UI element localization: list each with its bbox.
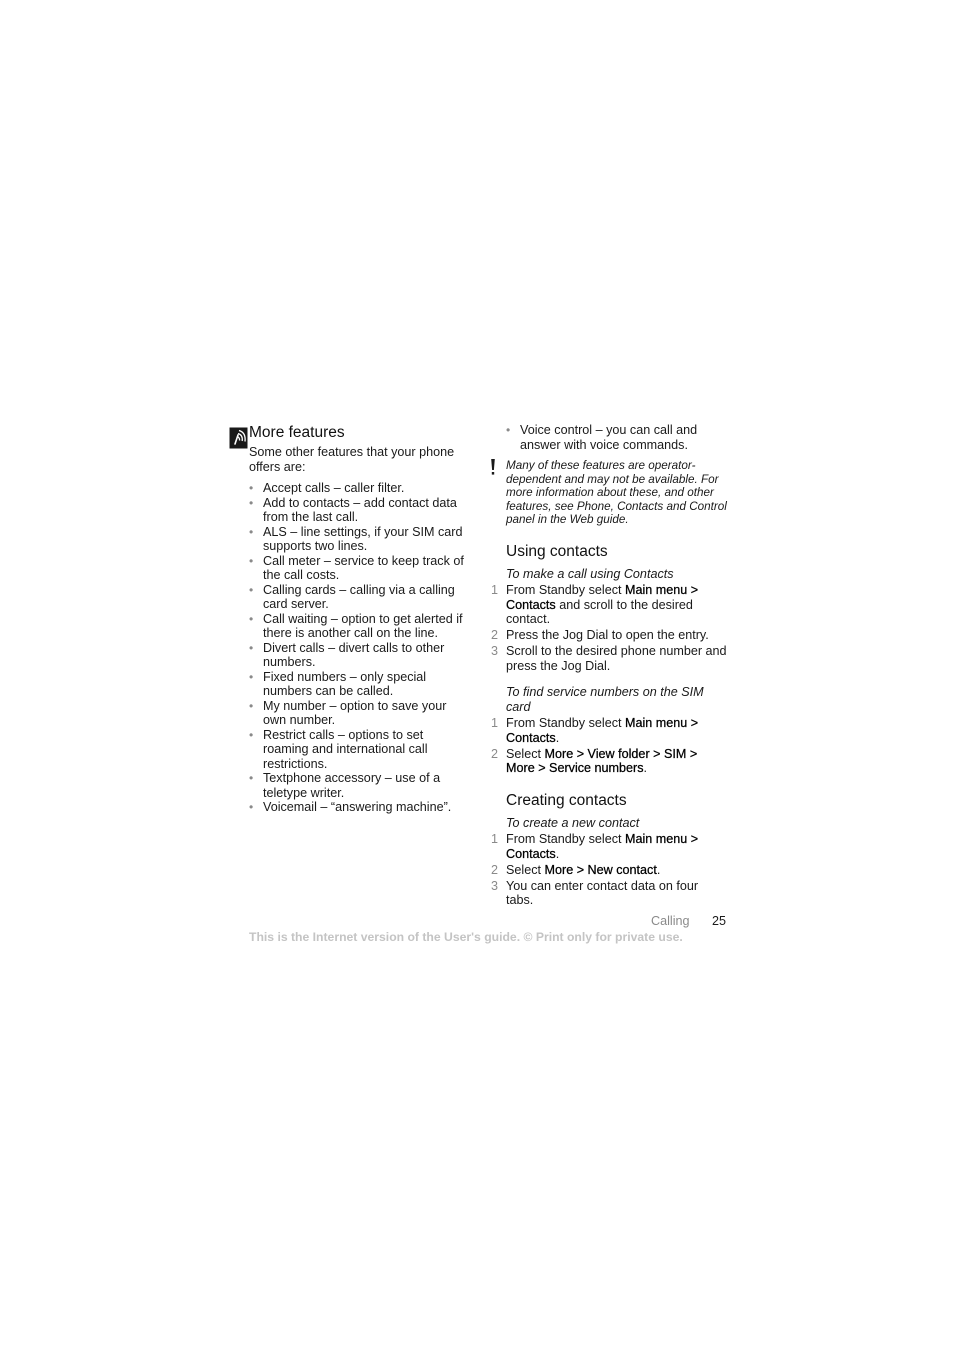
list-item: • Add to contacts – add contact data from the last call. — [249, 496, 471, 525]
list-item: • Divert calls – divert calls to other numbers. — [249, 641, 471, 670]
using-contacts-heading: Using contacts — [506, 542, 608, 560]
operator-note — [506, 459, 728, 527]
step-text: and scroll to the desired contact. — [506, 597, 693, 627]
step-number: 1 — [491, 832, 499, 847]
step-text: Press the Jog Dial to open the entry. — [506, 628, 709, 643]
list-item: • Fixed numbers – only special numbers can be called. — [249, 670, 471, 699]
list-item: • Textphone accessory – use of a teletype writer. — [249, 771, 471, 800]
footer-section-name: Calling — [651, 914, 690, 928]
step-text: . — [656, 862, 661, 877]
step-number: 3 — [491, 644, 499, 659]
step-list — [491, 832, 728, 908]
step-number: 1 — [491, 583, 499, 598]
list-item: • Voice control – you can call and answer with voice commands. — [506, 423, 728, 452]
step-number: 2 — [491, 628, 499, 643]
step-item — [491, 878, 728, 908]
step-number: 1 — [491, 716, 499, 731]
step-item — [491, 716, 728, 745]
list-item: • My number – option to save your own number. — [249, 699, 471, 728]
menu-path: Main menu > Contacts — [506, 832, 699, 861]
exclamation-icon — [489, 457, 497, 479]
menu-path: More > View folder > SIM > More > Service numbers — [506, 746, 698, 776]
step-item — [491, 583, 728, 627]
step-item — [491, 644, 728, 673]
step-item — [491, 862, 728, 878]
step-number: 3 — [491, 878, 499, 893]
task-title: To make a call using Contacts — [506, 566, 674, 581]
step-number: 2 — [491, 862, 499, 877]
feature-list — [249, 481, 471, 815]
step-text: From Standby select — [506, 832, 625, 847]
list-item: • Restrict calls – options to set roaming and international call restrictions. — [249, 728, 471, 772]
list-item: • Voicemail – “answering machine”. — [249, 800, 471, 815]
step-list — [491, 716, 728, 776]
task-title: To create a new contact — [506, 815, 640, 830]
task-title: To find service numbers on the SIM card — [506, 685, 704, 714]
step-text: Select — [506, 746, 545, 761]
step-text: From Standby select — [506, 716, 625, 731]
step-text: Scroll to the desired phone number and press the Jog Dial. — [506, 644, 727, 673]
creating-contacts-heading: Creating contacts — [506, 791, 627, 809]
list-item: • Accept calls – caller filter. — [249, 481, 471, 496]
list-item: • Call meter – service to keep track of the call costs. — [249, 554, 471, 583]
list-item: • Call waiting – option to get alerted if there is another call on the line. — [249, 612, 471, 641]
step-list — [491, 583, 728, 673]
menu-path: More > New contact — [544, 862, 657, 877]
left-column — [249, 424, 471, 815]
menu-path: Main menu > Contacts — [506, 716, 699, 745]
step-text: From Standby select — [506, 583, 625, 598]
creating-contacts-section — [491, 791, 728, 908]
list-item: • ALS – line settings, if your SIM card supports two lines. — [249, 525, 471, 554]
menu-path: Main menu > Contacts — [506, 583, 699, 612]
using-contacts-section — [491, 542, 728, 776]
step-item — [491, 746, 728, 776]
more-features-intro: Some other features that your phone offers are: — [249, 445, 455, 474]
step-item — [491, 628, 728, 643]
step-text: You can enter contact data on four tabs. — [506, 878, 699, 908]
note-text: Many of these features are operator-dependent and may not be available. For more information about these, and other features, see Phone, Contacts and Control panel in the Web guide. — [506, 459, 727, 527]
step-text: . — [643, 761, 648, 776]
page-number: 25 — [712, 914, 727, 928]
list-item: • Calling cards – calling via a calling card server. — [249, 583, 471, 612]
step-text: . — [555, 730, 560, 745]
footer-watermark: This is the Internet version of the User's guide. © Print only for private use. — [249, 930, 683, 944]
step-number: 2 — [491, 746, 499, 761]
step-text: Select — [506, 862, 545, 877]
more-features-heading: More features — [249, 424, 345, 441]
feature-list-continued — [506, 423, 728, 452]
right-column — [491, 423, 728, 909]
step-item — [491, 832, 728, 861]
step-text: . — [555, 846, 560, 861]
network-service-icon — [229, 427, 248, 449]
